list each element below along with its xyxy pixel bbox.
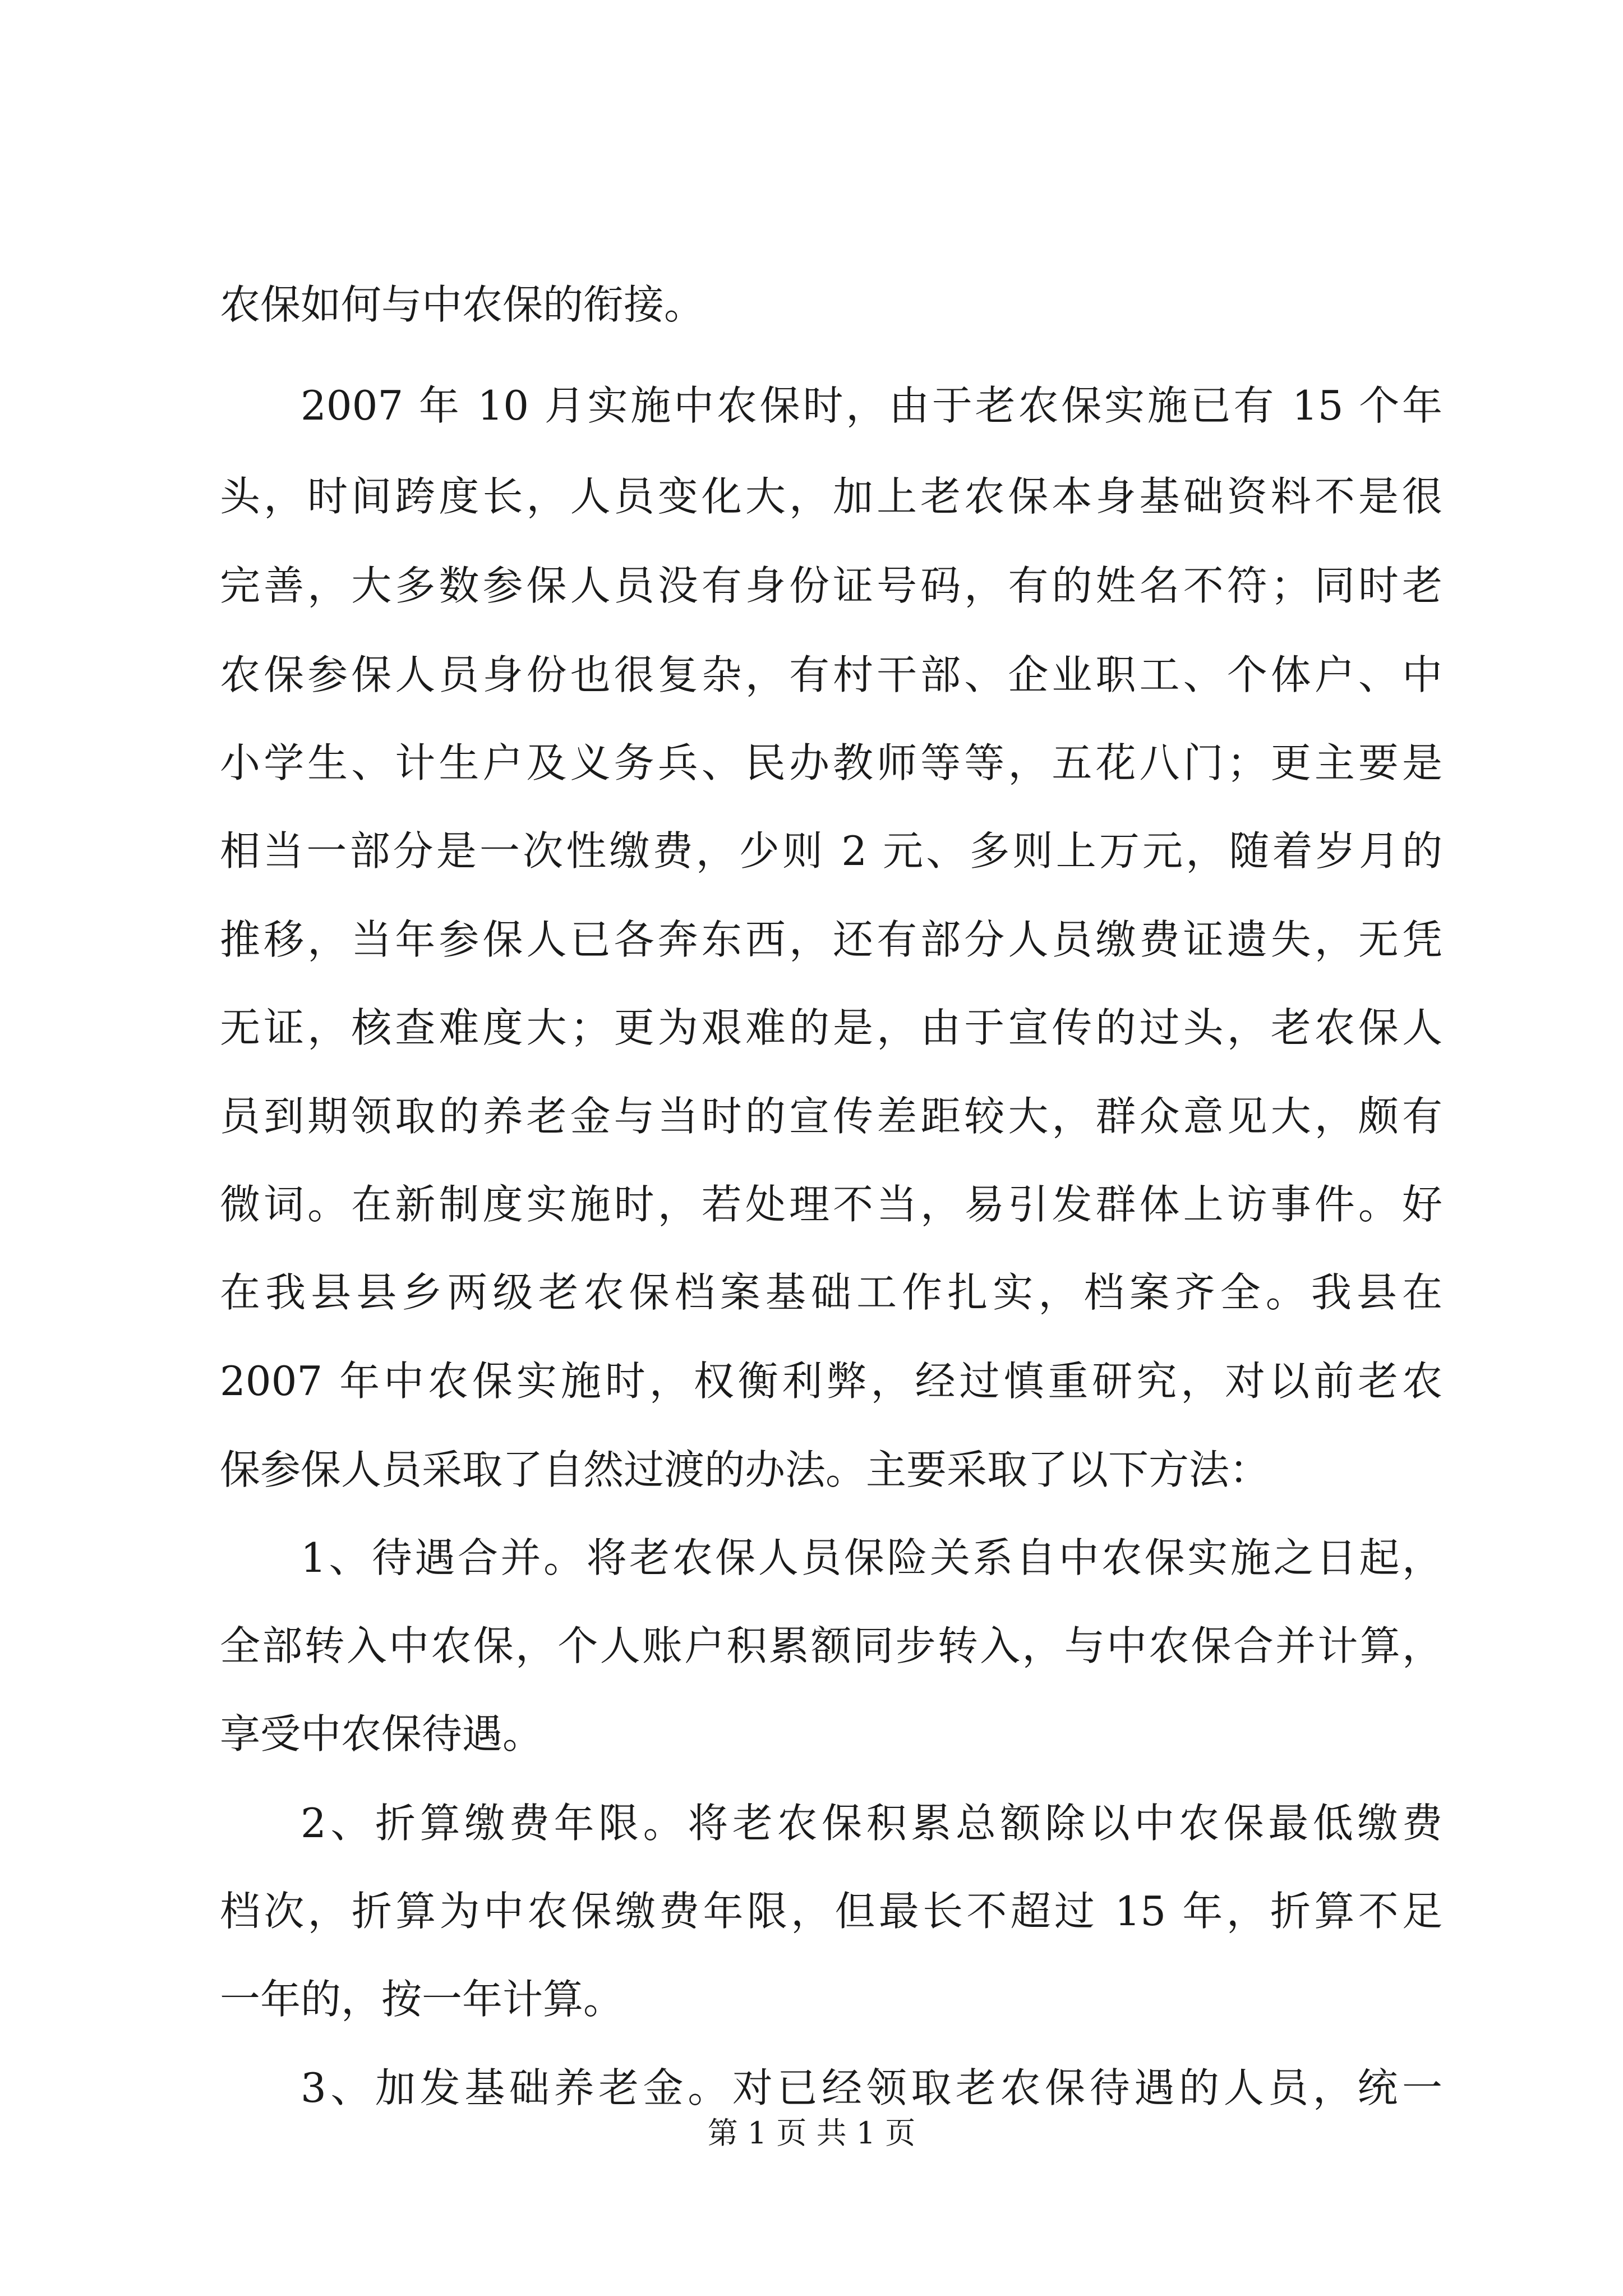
text-line: 全部转入中农保，个人账户积累额同步转入，与中农保合并计算， <box>220 1622 1442 1669</box>
text-line: 推移，当年参保人已各奔东西，还有部分人员缴费证遗失，无凭 <box>220 916 1442 963</box>
text-line: 头，时间跨度长，人员变化大，加上老农保本身基础资料不是很 <box>220 473 1442 520</box>
text-line: 无证，核查难度大；更为艰难的是，由于宣传的过头，老农保人 <box>220 1004 1442 1051</box>
text-line: 1、待遇合并。将老农保人员保险关系自中农保实施之日起， <box>301 1534 1442 1581</box>
text-line: 员到期领取的养老金与当时的宣传差距较大，群众意见大，颇有 <box>220 1093 1442 1140</box>
text-line: 3、加发基础养老金。对已经领取老农保待遇的人员，统一 <box>301 2064 1442 2111</box>
text-line: 微词。在新制度实施时，若处理不当，易引发群体上访事件。好 <box>220 1181 1442 1228</box>
text-line: 农保参保人员身份也很复杂，有村干部、企业职工、个体户、中 <box>220 651 1442 698</box>
page-number-footer: 第 1 页 共 1 页 <box>707 2115 916 2151</box>
text-line: 农保如何与中农保的衔接。 <box>220 281 705 328</box>
text-line: 一年的，按一年计算。 <box>220 1976 624 2023</box>
text-line: 档次，折算为中农保缴费年限，但最长不超过 15 年，折算不足 <box>220 1888 1442 1935</box>
text-line: 小学生、计生户及义务兵、民办教师等等，五花八门；更主要是 <box>220 739 1442 786</box>
text-line: 完善，大多数参保人员没有身份证号码，有的姓名不符；同时老 <box>220 562 1442 609</box>
text-line: 保参保人员采取了自然过渡的办法。主要采取了以下方法： <box>220 1446 1270 1493</box>
text-line: 2、折算缴费年限。将老农保积累总额除以中农保最低缴费 <box>301 1800 1442 1847</box>
text-line: 在我县县乡两级老农保档案基础工作扎实，档案齐全。我县在 <box>220 1269 1442 1316</box>
text-line: 2007 年中农保实施时，权衡利弊，经过慎重研究，对以前老农 <box>220 1358 1442 1405</box>
text-line: 2007 年 10 月实施中农保时，由于老农保实施已有 15 个年 <box>301 382 1442 429</box>
text-line: 享受中农保待遇。 <box>220 1710 543 1757</box>
text-line: 相当一部分是一次性缴费，少则 2 元、多则上万元，随着岁月的 <box>220 827 1442 875</box>
